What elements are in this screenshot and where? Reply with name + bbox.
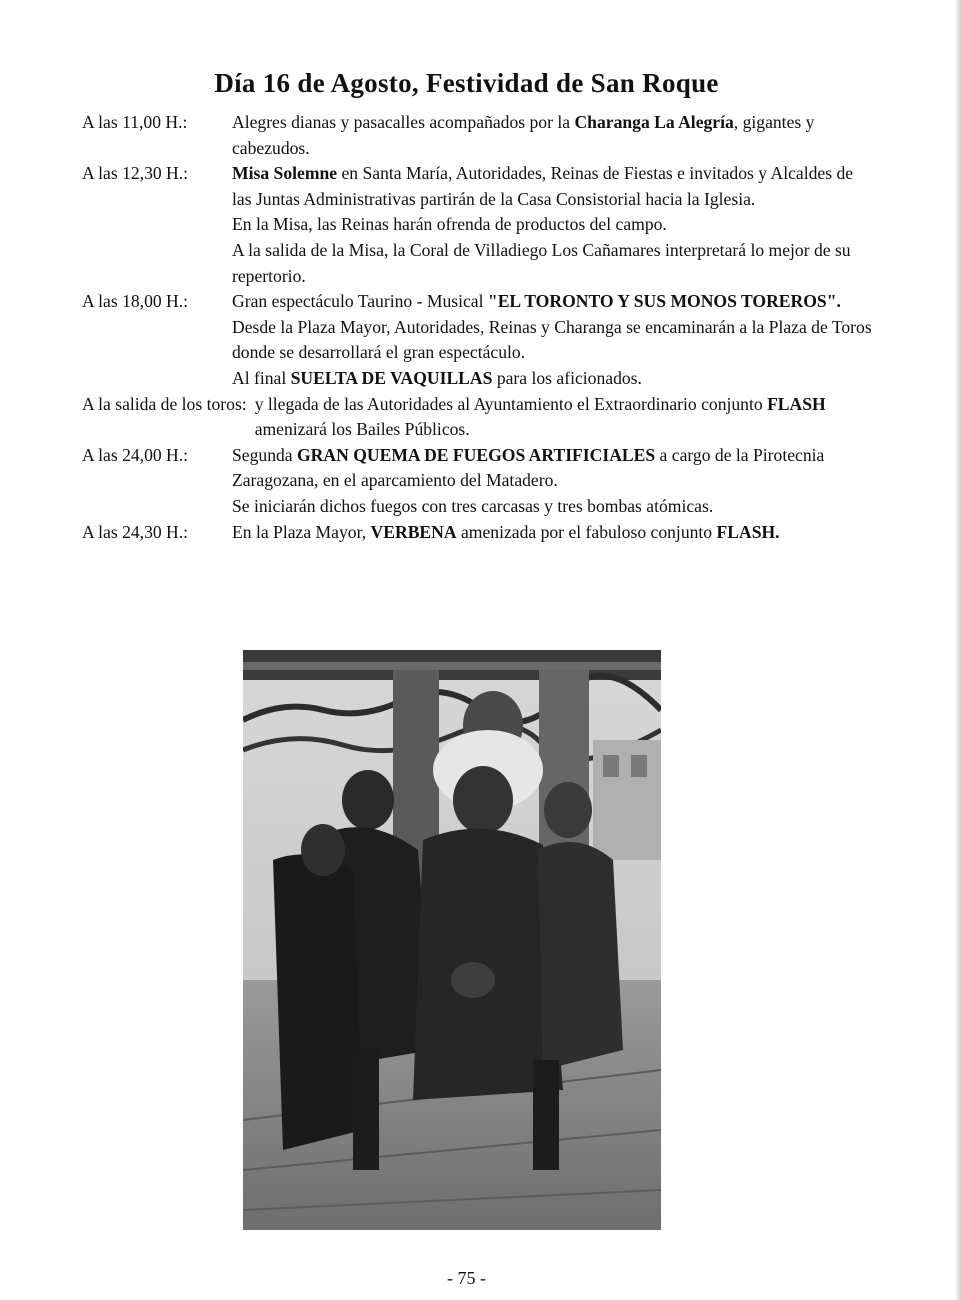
schedule-paragraph	[232, 443, 872, 494]
schedule-entry	[82, 443, 872, 520]
text-segment: Alegres dianas y pasacalles acompañados por la	[232, 112, 575, 132]
schedule-description	[232, 443, 872, 520]
schedule-paragraph	[232, 520, 872, 546]
group-photo	[243, 650, 661, 1230]
text-segment: amenizada por el fabuloso conjunto	[456, 521, 717, 542]
schedule-paragraph	[232, 494, 872, 520]
bold-text: VERBENA	[370, 521, 457, 542]
schedule-time: A las 18,00 H.:	[82, 291, 189, 312]
page-title: Día 16 de Agosto, Festividad de San Roque	[214, 68, 719, 99]
schedule-time: A las 12,30 H.:	[82, 163, 189, 184]
schedule-paragraph	[255, 392, 872, 443]
schedule-paragraph	[232, 212, 872, 238]
page-number: - 75 -	[447, 1268, 486, 1288]
page-edge-shadow	[955, 0, 961, 1300]
text-segment: , gigantes y cabezudos.	[232, 112, 815, 158]
bold-text: FLASH	[767, 393, 826, 414]
schedule-list	[82, 110, 872, 545]
schedule-paragraph	[232, 315, 872, 366]
bold-text: Charanga La Alegría	[574, 112, 734, 132]
schedule-paragraph	[232, 289, 872, 315]
schedule-entry	[82, 110, 872, 161]
schedule-description	[232, 110, 872, 161]
schedule-entry	[82, 161, 872, 289]
text-segment: En la Misa, las Reinas harán ofrenda de productos del campo.	[232, 214, 667, 235]
schedule-paragraph	[232, 161, 872, 212]
bold-text: FLASH.	[716, 521, 780, 542]
bold-text: SUELTA DE VAQUILLAS	[290, 367, 493, 388]
schedule-description	[255, 392, 872, 443]
bold-text: "EL TORONTO Y SUS MONOS TOREROS".	[487, 291, 841, 312]
schedule-paragraph	[232, 366, 872, 392]
schedule-time: A las 24,00 H.:	[82, 444, 189, 465]
bold-text: GRAN QUEMA DE FUEGOS ARTIFICIALES	[297, 444, 656, 465]
text-segment: Al final	[232, 367, 291, 388]
text-segment: en Santa María, Autoridades, Reinas de Fiestas e invitados y Alcaldes de las Juntas Administrativas partirán de la Casa Consistorial hacia la Iglesia.	[232, 163, 854, 209]
text-segment: amenizará los Bailes Públicos.	[254, 419, 470, 440]
schedule-paragraph	[232, 238, 872, 289]
schedule-time: A la salida de los toros:	[82, 393, 247, 414]
text-segment: a cargo de la Pirotecnia Zaragozana, en el aparcamiento del Matadero.	[232, 444, 825, 491]
text-segment: Gran espectáculo Taurino - Musical	[232, 291, 488, 312]
schedule-description	[232, 520, 872, 546]
schedule-description	[232, 161, 872, 289]
schedule-entry	[82, 520, 872, 546]
schedule-time: A las 24,30 H.:	[82, 521, 189, 542]
text-segment: Se iniciarán dichos fuegos con tres carcasas y tres bombas atómicas.	[232, 495, 714, 516]
schedule-time: A las 11,00 H.:	[82, 112, 188, 132]
text-segment: En la Plaza Mayor,	[232, 521, 371, 542]
schedule-paragraph	[232, 110, 872, 161]
text-segment: A la salida de la Misa, la Coral de Villadiego Los Cañamares interpretará lo mejor de su repertorio.	[232, 239, 851, 286]
schedule-entry	[82, 392, 872, 443]
bold-text: Misa Solemne	[232, 163, 338, 184]
text-segment: y llegada de las Autoridades al Ayuntamiento el Extraordinario conjunto	[254, 393, 768, 414]
schedule-entry	[82, 289, 872, 391]
text-segment: para los aficionados.	[492, 367, 642, 388]
schedule-description	[232, 289, 872, 391]
text-segment: Segunda	[232, 444, 297, 465]
text-segment: Desde la Plaza Mayor, Autoridades, Reinas y Charanga se encaminarán a la Plaza de Toros donde se desarrollará el gran espectáculo.	[232, 316, 872, 363]
group-photo-image	[243, 650, 661, 1230]
